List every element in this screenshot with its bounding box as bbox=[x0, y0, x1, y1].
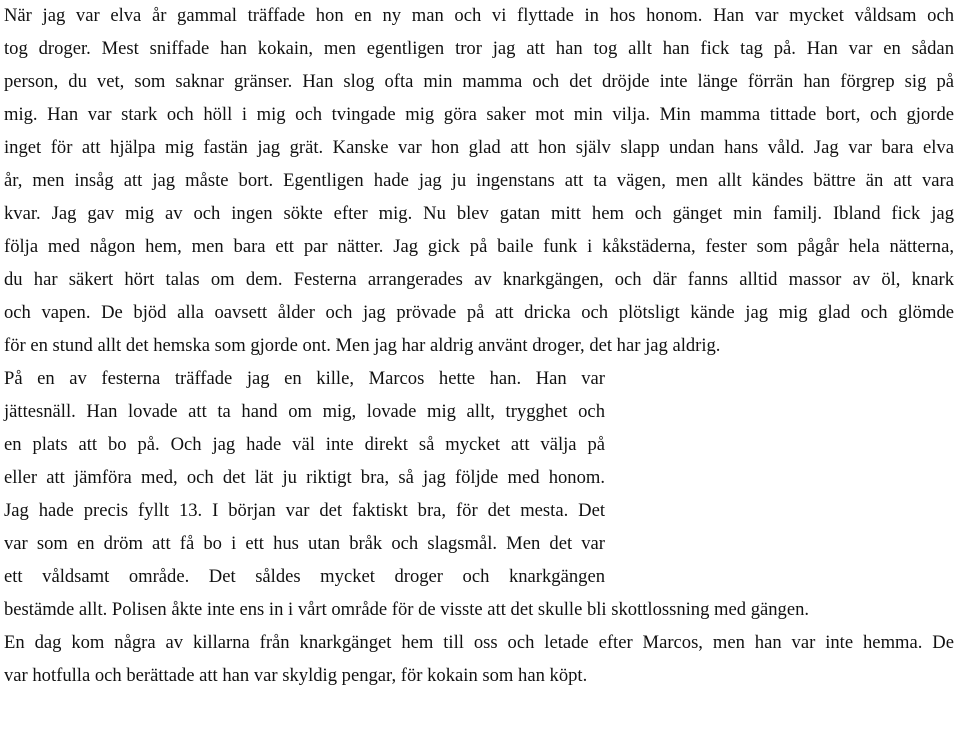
text-line: och vapen. De bjöd alla oavsett ålder och jag prövade på att dricka och plötsligt kände jag mig glad och glömde bbox=[4, 302, 954, 323]
text-line: år, men insåg att jag måste bort. Egentligen hade jag ju ingenstans att ta vägen, men allt kändes bättre än att vara bbox=[4, 170, 954, 191]
text-line: inget för att hjälpa mig fastän jag grät. Kanske var hon glad att hon själv slapp undan hans våld. Jag var bara elva bbox=[4, 137, 954, 158]
text-line: jättesnäll. Han lovade att ta hand om mig, lovade mig allt, trygghet och bbox=[4, 401, 605, 422]
text-line: mig. Han var stark och höll i mig och tvingade mig göra saker mot min vilja. Min mamma tittade bort, och gjorde bbox=[4, 104, 954, 125]
text-line: följa med någon hem, men bara ett par nätter. Jag gick på baile funk i kåkstäderna, fester som pågår hela nätterna, bbox=[4, 236, 954, 257]
text-line: bestämde allt. Polisen åkte inte ens in i vårt område för de visste att det skulle bli skottlossning med gängen. bbox=[4, 599, 810, 620]
text-line: ett våldsamt område. Det såldes mycket droger och knarkgängen bbox=[4, 566, 605, 587]
text-line: eller att jämföra med, och det lät ju riktigt bra, så jag följde med honom. bbox=[4, 467, 605, 488]
text-line: När jag var elva år gammal träffade hon en ny man och vi flyttade in hos honom. Han var mycket våldsam och bbox=[4, 5, 954, 26]
text-line: var som en dröm att få bo i ett hus utan bråk och slagsmål. Men det var bbox=[4, 533, 605, 554]
text-line: kvar. Jag gav mig av och ingen sökte efter mig. Nu blev gatan mitt hem och gänget min familj. Ibland fick jag bbox=[4, 203, 954, 224]
text-line: för en stund allt det hemska som gjorde ont. Men jag har aldrig använt droger, det har jag aldrig. bbox=[4, 335, 721, 356]
text-line: person, du vet, som saknar gränser. Han slog ofta min mamma och det dröjde inte länge förrän han förgrep sig på bbox=[4, 71, 954, 92]
text-line: Jag hade precis fyllt 13. I början var det faktiskt bra, för det mesta. Det bbox=[4, 500, 605, 521]
text-line: tog droger. Mest sniffade han kokain, men egentligen tror jag att han tog allt han fick tag på. Han var en sådan bbox=[4, 38, 954, 59]
text-line: du har säkert hört talas om dem. Festerna arrangerades av knarkgängen, och där fanns alltid massor av öl, knark bbox=[4, 269, 954, 290]
text-line: En dag kom några av killarna från knarkgänget hem till oss och letade efter Marcos, men han var inte hemma. De bbox=[4, 632, 954, 653]
text-line: en plats att bo på. Och jag hade väl inte direkt så mycket att välja på bbox=[4, 434, 605, 455]
text-line: På en av festerna träffade jag en kille, Marcos hette han. Han var bbox=[4, 368, 605, 389]
text-line: var hotfulla och berättade att han var skyldig pengar, för kokain som han köpt. bbox=[4, 665, 588, 686]
